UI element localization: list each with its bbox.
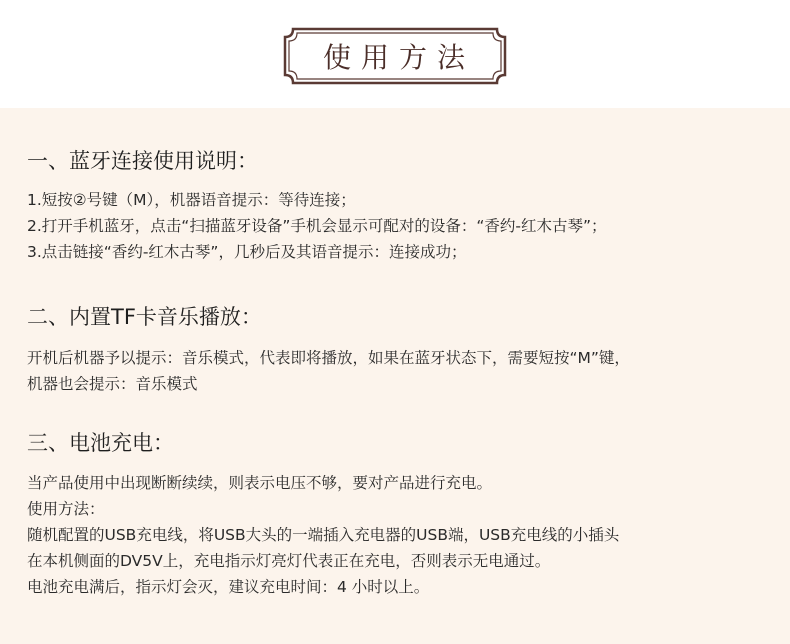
title-frame [283, 27, 507, 85]
body-line: 开机后机器予以提示：音乐模式，代表即将播放，如果在蓝牙状态下，需要短按“M”键， [27, 349, 630, 367]
section-heading: 二、内置TF卡音乐播放： [27, 305, 262, 329]
body-line: 1.短按②号键（M），机器语音提示：等待连接； [27, 191, 356, 209]
section-body [27, 470, 777, 600]
body-line: 电池充电满后，指示灯会灭，建议充电时间：4 小时以上。 [27, 578, 430, 596]
section-heading: 一、蓝牙连接使用说明： [27, 149, 258, 173]
body-line: 机器也会提示：音乐模式 [27, 375, 198, 393]
body-line: 随机配置的USB充电线，将USB大头的一端插入充电器的USB端，USB充电线的小插头 [27, 526, 620, 544]
page-title: 使用方法 [322, 41, 475, 74]
section-heading: 三、电池充电： [27, 431, 174, 455]
body-line: 当产品使用中出现断断续续，则表示电压不够，要对产品进行充电。 [27, 474, 493, 492]
body-line: 使用方法： [27, 500, 105, 518]
section-body [27, 345, 777, 397]
section-bluetooth [27, 147, 777, 265]
body-line: 3.点击链接“香约-红木古琴”，几秒后及其语音提示：连接成功； [27, 243, 467, 261]
body-line: 2.打开手机蓝牙，点击“扫描蓝牙设备”手机会显示可配对的设备：“香约-红木古琴”； [27, 217, 607, 235]
section-body [27, 187, 777, 265]
section-battery [27, 429, 777, 600]
body-line: 在本机侧面的DV5V上，充电指示灯亮灯代表正在充电，否则表示无电通过。 [27, 552, 551, 570]
section-tf-card [27, 303, 777, 397]
